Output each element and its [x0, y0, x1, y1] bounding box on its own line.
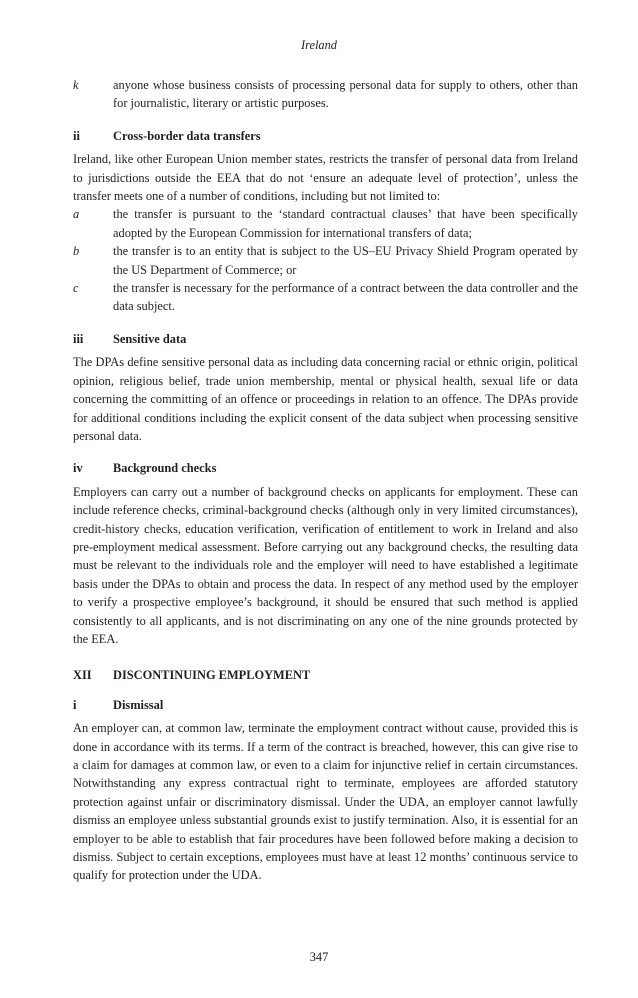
- section-number: iii: [73, 331, 84, 346]
- chapter-heading-discontinuing-employment: [73, 666, 578, 684]
- list-item-a: [73, 205, 578, 242]
- section-heading-dismissal: [73, 696, 578, 714]
- section-number: ii: [73, 128, 80, 143]
- section-title: Sensitive data: [113, 331, 187, 346]
- section-heading-sensitive-data: [73, 330, 578, 348]
- section-number: i: [73, 697, 77, 712]
- chapter-number: XII: [73, 668, 92, 683]
- section-paragraph: Employers can carry out a number of background checks on applicants for employment. These can include reference checks, criminal-background checks (although only in very limited circumstances), credit-history checks, education verification, verification of entitlement to work in Ireland and also pre-employment medical assessment. Before carrying out any background checks, the resulting data must be relevant to the individuals role and the employer will need to have established a legitimate basis under the DPAs to obtain and process the data. In respect of any method used by the employer to verify a prospective employee’s background, it should be ensured that such method is applied consistently to all applicants, and is not discriminating on any one of the nine grounds protected by the EEA.: [73, 484, 578, 646]
- section-paragraph: An employer can, at common law, terminate the employment contract without cause, provided this is done in accordance with its terms. If a term of the contract is breached, however, this can give rise to a claim for damages at common law, or even to a claim for injunctive relief in certain circumstances. Notwithstanding any express contractual right to terminate, employees are afforded statutory protection against unfair or discriminatory dismissal. Under the UDA, an employer cannot lawfully dismiss an employee unless substantial grounds exist to justify termination. Also, it is essential for an employer to be able to establish that fair procedures have been followed before making a decision to dismiss. Subject to certain exceptions, employees must have at least 12 months’ continuous service to qualify for protection under the UDA.: [73, 721, 578, 883]
- list-item-text: anyone whose business consists of processing personal data for supply to others, other than for journalistic, literary or artistic purposes.: [113, 78, 578, 111]
- list-item-c: [73, 279, 578, 316]
- list-item-label: k: [73, 78, 79, 92]
- section-heading-background-checks: [73, 459, 578, 477]
- page-content: [73, 76, 578, 885]
- list-item-text: the transfer is necessary for the performance of a contract between the data controller and the data subject.: [113, 281, 578, 314]
- list-item-text: the transfer is to an entity that is subject to the US–EU Privacy Shield Program operated by the US Department of Commerce; or: [113, 244, 578, 277]
- section-title: Cross-border data transfers: [113, 128, 261, 143]
- running-head: Ireland: [300, 38, 338, 52]
- chapter-title: DISCONTINUING EMPLOYMENT: [113, 668, 311, 683]
- section-title: Background checks: [113, 461, 217, 476]
- list-item-k: [73, 76, 578, 113]
- page-number: 347: [309, 950, 329, 964]
- list-item-text: the transfer is pursuant to the ‘standard contractual clauses’ that have been specifically adopted by the European Commission for international transfers of data;: [113, 207, 578, 240]
- list-item-label: c: [73, 281, 79, 296]
- list-item-label: a: [73, 207, 80, 222]
- section-paragraph: Ireland, like other European Union member states, restricts the transfer of personal data from Ireland to jurisdictions outside the EEA that do not ‘ensure an adequate level of protection’, unless the transfer meets one of a number of conditions, including but not limited to:: [73, 152, 578, 204]
- section-number: iv: [73, 461, 83, 476]
- section-heading-cross-border: [73, 127, 578, 145]
- list-item-label: b: [73, 244, 80, 259]
- list-item-b: [73, 242, 578, 279]
- section-title: Dismissal: [113, 697, 164, 712]
- section-paragraph: The DPAs define sensitive personal data as including data concerning racial or ethnic origin, political opinion, religious belief, trade union membership, mental or physical health, sexual life or data concerning the committing of an offence or proceedings in relation to an offence. The DPAs provide for additional conditions including the explicit consent of the data subject when processing sensitive personal data.: [73, 355, 578, 443]
